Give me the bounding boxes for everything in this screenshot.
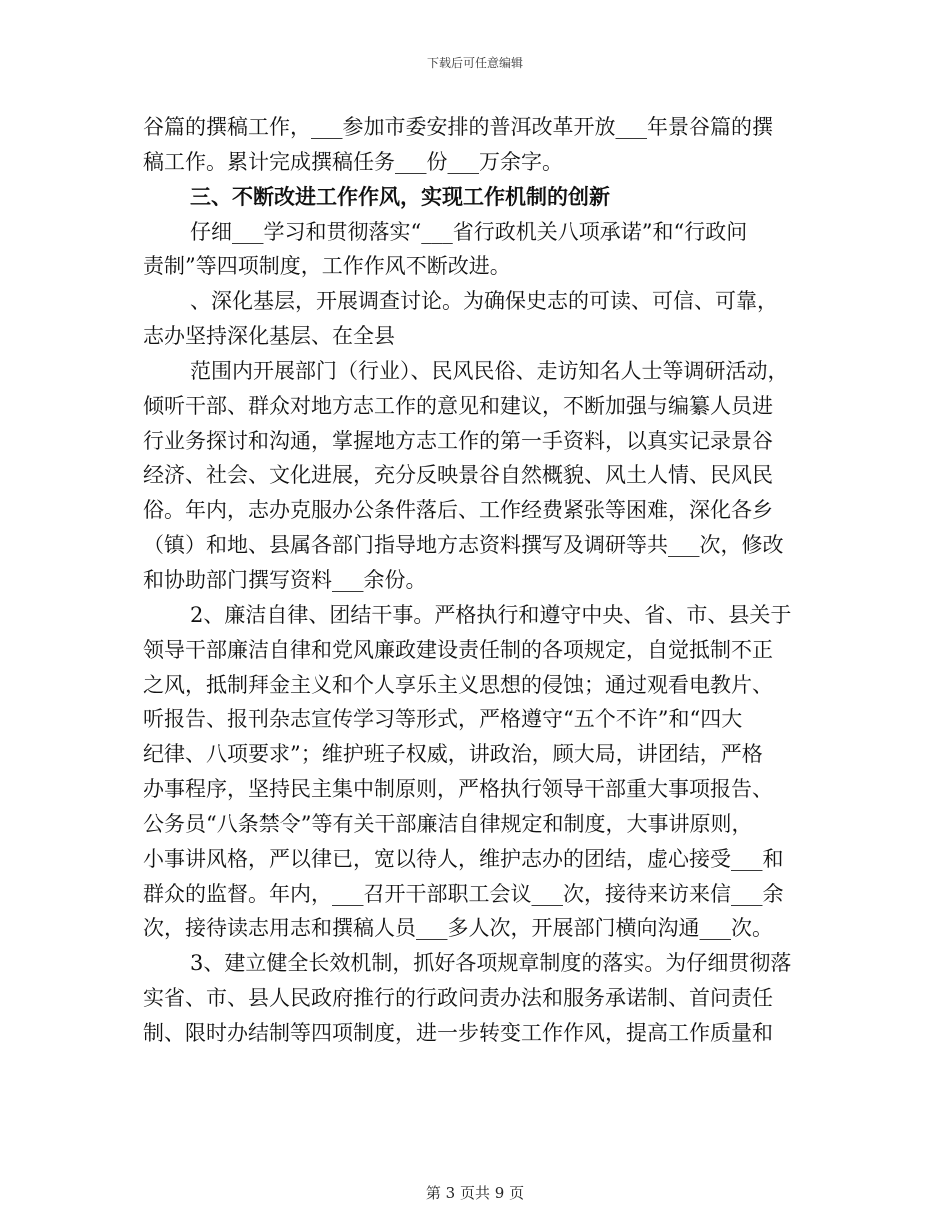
- body-text-line: 经济、社会、文化进展，充分反映景谷自然概貌、风土人情、民风民: [143, 463, 773, 488]
- body-text-line: 和协助部门撰写资料___余份。: [143, 567, 427, 592]
- body-text-line: 小事讲风格，严以律已，宽以待人，维护志办的团结，虚心接受___和: [143, 846, 784, 871]
- body-text-line: 办事程序，坚持民主集中制原则，严格执行领导干部重大事项报告、: [143, 777, 773, 802]
- body-text-line: 领导干部廉洁自律和党风廉政建设责任制的各项规定，自觉抵制不正: [143, 637, 773, 662]
- body-text-line: 俗。年内，志办克服办公条件落后、工作经费紧张等困难，深化各乡: [143, 498, 773, 523]
- body-text-line: 倾听干部、群众对地方志工作的意见和建议，不断加强与编纂人员进: [143, 393, 773, 418]
- body-text-line: 次，接待读志用志和撰稿人员___多人次，开展部门横向沟通___次。: [143, 916, 773, 941]
- body-text-line: 听报告、报刊杂志宣传学习等形式，严格遵守“五个不许”和“四大: [143, 707, 743, 732]
- body-text-line: 实省、市、县人民政府推行的行政问责办法和服务承诺制、首问责任: [143, 986, 773, 1011]
- body-text-line: 行业务探讨和沟通，掌握地方志工作的第一手资料，以真实记录景谷: [143, 428, 773, 453]
- body-text-line: 2、廉洁自律、团结干事。严格执行和遵守中央、省、市、县关于: [190, 602, 792, 627]
- body-text-line: 之风，抵制拜金主义和个人享乐主义思想的侵蚀；通过观看电教片、: [143, 672, 773, 697]
- body-text-line: （镇）和地、县属各部门指导地方志资料撰写及调研等共___次，修改: [143, 533, 784, 558]
- body-text-line: 仔细___学习和贯彻落实“___省行政机关八项承诺”和“行政问: [190, 219, 748, 244]
- body-text-line: 谷篇的撰稿工作，___参加市委安排的普洱改革开放___年景谷篇的撰: [143, 115, 773, 139]
- body-text-line: 公务员“八条禁令”等有关干部廉洁自律规定和制度，大事讲原则，: [143, 811, 753, 836]
- body-text-line: 纪律、八项要求”；维护班子权威，讲政治，顾大局，讲团结，严格: [143, 742, 763, 767]
- body-text-line: 3、建立健全长效机制，抓好各项规章制度的落实。为仔细贯彻落: [190, 951, 792, 976]
- body-text-line: 志办坚持深化基层、在全县: [143, 324, 395, 349]
- body-text-line: 制、限时办结制等四项制度，进一步转变工作作风，提高工作质量和: [143, 1020, 773, 1045]
- body-text-line: 、深化基层，开展调查讨论。为确保史志的可读、可信、可靠，: [190, 289, 778, 314]
- document-body: [143, 110, 807, 1051]
- body-text-line: 稿工作。累计完成撰稿任务___份___万余字。: [143, 149, 563, 174]
- body-text-line: 责制”等四项制度，工作作风不断改进。: [143, 254, 511, 279]
- page-number-footer: 第 3 页共 9 页: [425, 1184, 525, 1202]
- page-header-note: 下载后可任意编辑: [426, 56, 523, 70]
- section-heading-line: 三、不断改进工作作风，实现工作机制的创新: [190, 183, 610, 209]
- body-text-line: 范围内开展部门（行业）、民风民俗、走访知名人士等调研活动，: [190, 358, 789, 383]
- body-text-line: 群众的监督。年内，___召开干部职工会议___次，接待来访来信___余: [143, 881, 784, 906]
